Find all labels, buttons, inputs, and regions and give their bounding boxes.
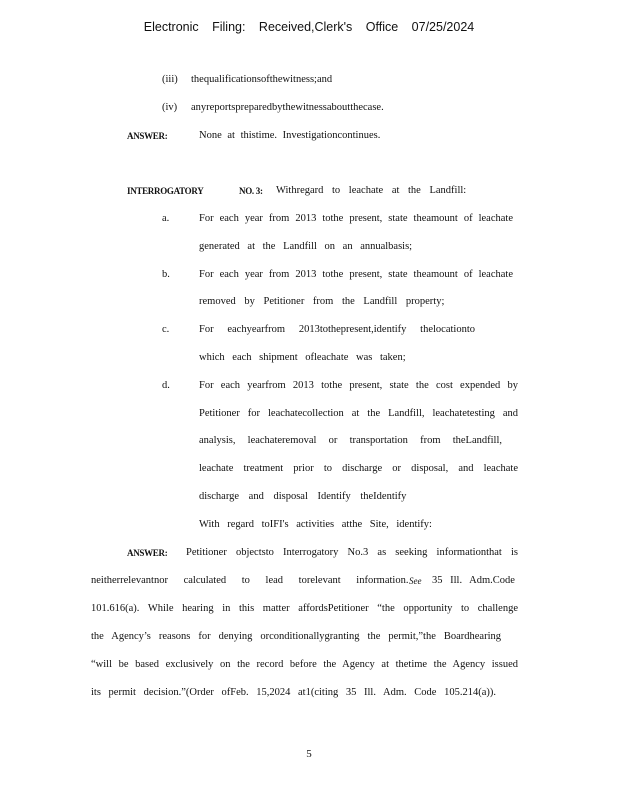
answer-line: 101.616(a). While hearing in this matter affordsPetitioner “the opportunity to challenge: [91, 603, 518, 614]
item-line: which each shipment ofleachate was taken;: [199, 352, 406, 363]
item-letter: a.: [162, 213, 170, 224]
answer-line: its permit decision.”(Order ofFeb. 15,2024 at1(citing 35 Ill. Adm. Code 105.214(a)).: [91, 687, 496, 698]
item-line: analysis, leachateremoval or transportation from theLandfill,: [199, 435, 502, 446]
item-line: For each yearfrom 2013 tothe present, state the cost expended by: [199, 380, 518, 391]
item-line: For eachyearfrom 2013tothepresent,identify thelocationto: [199, 324, 475, 335]
interrogatory-label: INTERROGATORY: [127, 186, 204, 196]
answer-line: Petitioner objectsto Interrogatory No.3 as seeking informationthat is: [186, 547, 518, 558]
item-line: For each year from 2013 tothe present, state theamount of leachate: [199, 213, 513, 224]
regard-line: With regard toIFI's activities atthe Site, identify:: [199, 519, 432, 530]
see-signal: See: [409, 576, 422, 586]
list-item-num: (iv): [162, 102, 178, 113]
item-line: leachate treatment prior to discharge or disposal, and leachate: [199, 463, 518, 474]
list-item-text: anyreportspreparedbythewitnessaboutthecase.: [191, 102, 384, 113]
item-letter: b.: [162, 269, 170, 280]
answer-label: ANSWER:: [127, 131, 168, 141]
list-item-num: (iii): [162, 74, 178, 85]
answer-line: the Agency’s reasons for denying orconditionallygranting the permit,”the Boardhearing: [91, 631, 501, 642]
page-number: 5: [306, 748, 312, 760]
item-line: discharge and disposal Identify theIdentify: [199, 491, 407, 502]
item-letter: d.: [162, 380, 170, 391]
list-item-text: thequalificationsofthewitness;and: [191, 74, 333, 85]
item-line: Petitioner for leachatecollection at the Landfill, leachatetesting and: [199, 408, 518, 419]
answer-line: neitherrelevantnor calculated to lead torelevant information.: [91, 575, 409, 586]
item-letter: c.: [162, 324, 170, 335]
item-line: removed by Petitioner from the Landfill property;: [199, 296, 445, 307]
answer-text: None at thistime. Investigationcontinues.: [199, 130, 381, 141]
item-line: generated at the Landfill on an annualbasis;: [199, 241, 413, 252]
answer-line: 35 Ill. Adm.Code: [432, 575, 515, 586]
item-line: For each year from 2013 tothe present, state theamount of leachate: [199, 269, 513, 280]
filing-header: Electronic Filing: Received,Clerk's Office 07/25/2024: [143, 20, 475, 34]
interrogatory-number: NO. 3:: [239, 186, 263, 196]
interrogatory-text: Withregard to leachate at the Landfill:: [276, 185, 467, 196]
answer-line: “will be based exclusively on the record before the Agency at thetime the Agency issued: [91, 659, 518, 670]
answer-label: ANSWER:: [127, 548, 168, 558]
